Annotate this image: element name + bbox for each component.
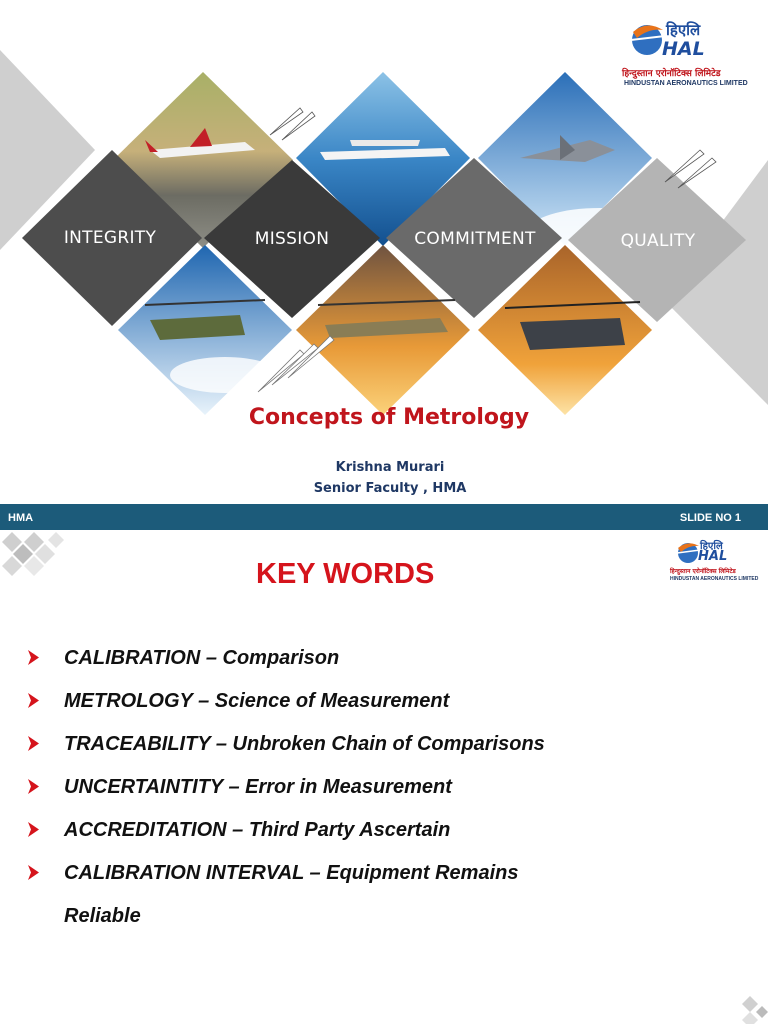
keyword-text: CALIBRATION INTERVAL – Equipment Remains — [64, 862, 519, 884]
list-item — [28, 734, 545, 777]
footer-org-label: HMA — [8, 512, 34, 524]
arrow-bullet-icon — [28, 650, 39, 665]
keyword-text: TRACEABILITY – Unbroken Chain of Comparisons — [64, 733, 545, 755]
hal-english-name: HINDUSTAN AERONAUTICS LIMITED — [624, 80, 748, 87]
list-item — [28, 648, 545, 691]
keywords-slide — [0, 530, 768, 1024]
slide-heading: KEY WORDS — [256, 558, 435, 590]
keyword-text: ACCREDITATION – Third Party Ascertain — [64, 819, 451, 841]
value-label-quality: QUALITY — [620, 231, 696, 251]
hal-hindi-name: हिन्दुस्तान एरोनॉटिक्स लिमिटेड — [622, 69, 721, 79]
list-item-continuation: Reliable — [64, 905, 141, 927]
arrow-bullet-icon — [28, 822, 39, 837]
title-slide — [0, 0, 768, 504]
hal-logo-small — [668, 536, 760, 586]
value-label-integrity: INTEGRITY — [63, 228, 157, 248]
slide-footer-bar — [0, 504, 768, 530]
presentation-title: Concepts of Metrology — [248, 405, 530, 430]
keyword-text: CALIBRATION – Comparison — [64, 647, 340, 669]
author-name: Krishna Murari — [335, 460, 445, 475]
list-item — [28, 777, 545, 820]
hal-wordmark-small: HAL — [698, 549, 728, 564]
decor-diamond-pattern-bottom-right — [728, 994, 768, 1024]
arrow-bullet-icon — [28, 693, 39, 708]
hal-wordmark: HAL — [662, 38, 705, 60]
keyword-text: UNCERTAINTITY – Error in Measurement — [64, 776, 452, 798]
value-label-mission: MISSION — [254, 229, 330, 249]
hal-hindi-name-small: हिन्दुस्तान एरोनॉटिक्स लिमिटेड — [670, 568, 736, 575]
arrow-bullet-icon — [28, 865, 39, 880]
arrow-bullet-icon — [28, 736, 39, 751]
list-item — [28, 820, 545, 863]
value-label-commitment: COMMITMENT — [414, 229, 536, 249]
hal-logo — [622, 14, 762, 94]
arrow-bullet-icon — [28, 779, 39, 794]
hal-hindi-wordmark-small: हिएलि — [700, 541, 723, 552]
keyword-text: METROLOGY – Science of Measurement — [64, 690, 450, 712]
list-item — [28, 691, 545, 734]
decor-diamond-pattern-top-left — [0, 530, 70, 590]
slide-number-label: SLIDE NO 1 — [679, 512, 741, 524]
list-item — [28, 863, 545, 906]
hal-hindi-wordmark: हिएलि — [666, 21, 701, 39]
hal-english-name-small: HINDUSTAN AERONAUTICS LIMITED — [670, 576, 759, 582]
author-role: Senior Faculty , HMA — [313, 481, 467, 496]
keywords-list — [28, 648, 545, 936]
